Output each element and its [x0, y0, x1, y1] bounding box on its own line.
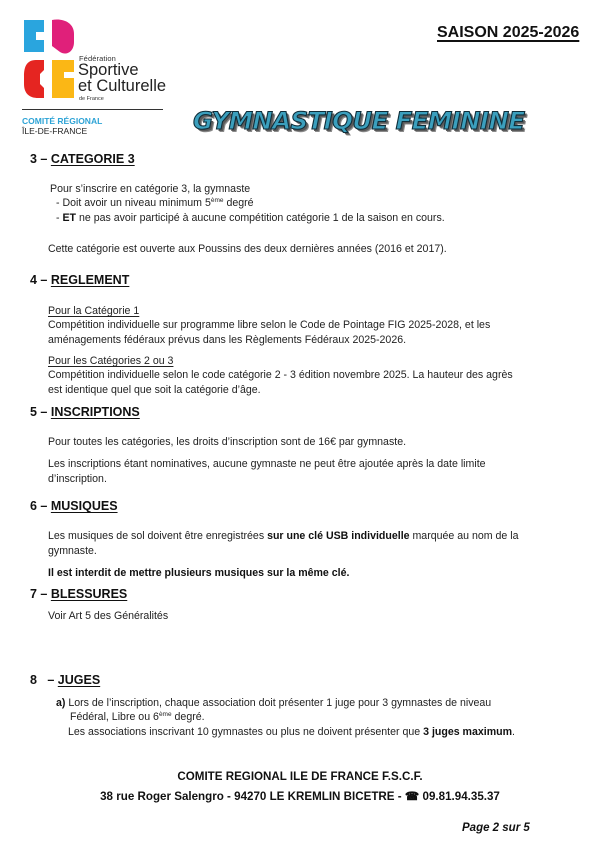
fscf-logo [22, 18, 172, 108]
section-3-item-1 [56, 196, 254, 211]
section-4-sub2-line1: Compétition individuelle selon le code catégorie 2 - 3 édition novembre 2025. La hauteur des agrès [48, 369, 513, 381]
section-5-line1: Pour toutes les catégories, les droits d’inscription sont de 16€ par gymnaste. [48, 436, 407, 448]
text: Les musiques de sol doivent être enregistrées [48, 530, 268, 542]
season-heading: SAISON 2025-2026 [437, 24, 580, 41]
text: degré. [171, 711, 205, 723]
section-3-item-2 [56, 211, 445, 226]
section-3-heading [30, 152, 135, 166]
text: . [512, 726, 515, 738]
ordinal-suffix: ème [158, 711, 172, 718]
section-3-intro: Pour s’inscrire en catégorie 3, la gymnaste [50, 183, 251, 195]
item-text: degré [223, 197, 254, 209]
warning-text: Il est interdit de mettre plusieurs musiques sur la même clé. [48, 567, 350, 579]
region-label: ÎLE-DE-FRANCE [22, 126, 88, 136]
phone-number: 09.81.94.35.37 [419, 790, 500, 803]
logo-blue-f-shape [24, 20, 44, 52]
section-title: INSCRIPTIONS [50, 405, 140, 419]
logo-divider [22, 109, 163, 110]
section-number: 4 – [30, 273, 51, 287]
section-number: 8 – [30, 673, 58, 687]
item-bold: ET [62, 212, 77, 224]
section-4-subtitle-2: Pour les Catégories 2 ou 3 [48, 355, 174, 367]
fscf-logo-icon [22, 18, 76, 100]
text: Les associations inscrivant 10 gymnastes ou plus ne doivent présenter que [68, 726, 424, 738]
section-3-note: Cette catégorie est ouverte aux Poussins des deux dernières années (2016 et 2017). [48, 243, 447, 255]
section-title: BLESSURES [50, 587, 128, 601]
address-text: 38 rue Roger Salengro - 94270 LE KREMLIN BICETRE - [100, 790, 405, 803]
section-title: CATEGORIE 3 [50, 152, 135, 166]
section-6-warning [48, 566, 349, 581]
logo-red-c-shape [24, 60, 44, 98]
telephone-icon: ☎ [404, 790, 420, 803]
bold-text: sur une clé USB individuelle [267, 530, 410, 542]
logo-yellow-f-shape [52, 60, 74, 98]
section-5-line2: Les inscriptions étant nominatives, aucune gymnaste ne peut être ajoutée après la date limite [48, 458, 486, 470]
section-6-line2: gymnaste. [48, 545, 97, 557]
text: Lors de l’inscription, chaque association doit présenter 1 juge pour 3 gymnastes de niveau [65, 697, 492, 709]
section-7-line1: Voir Art 5 des Généralités [48, 610, 169, 622]
text: Fédéral, Libre ou 6 [70, 711, 159, 723]
section-5-line3: d’inscription. [48, 473, 107, 485]
section-7-heading [30, 587, 127, 601]
ordinal-suffix: ème [210, 197, 224, 204]
section-8-heading [30, 673, 100, 687]
page-number: Page 2 sur 5 [462, 822, 530, 834]
section-4-heading [30, 273, 129, 287]
section-5-heading [30, 405, 140, 419]
list-label: a) [56, 697, 66, 709]
section-title: JUGES [57, 673, 101, 687]
section-number: 5 – [30, 405, 51, 419]
section-6-heading [30, 499, 118, 513]
logo-federation-line2: et Culturelle [78, 77, 167, 95]
item-text: ne pas avoir participé à aucune compétition catégorie 1 de la saison en cours. [76, 212, 445, 224]
section-title: REGLEMENT [50, 273, 130, 287]
item-dash: - [56, 212, 63, 224]
bold-text: 3 juges maximum [423, 726, 513, 738]
section-4-sub1-line1: Compétition individuelle sur programme libre selon le Code de Pointage FIG 2025-2028, et les [48, 319, 491, 331]
section-6-line1 [48, 529, 518, 544]
section-number: 6 – [30, 499, 51, 513]
footer-address [0, 789, 600, 803]
section-8-a-line2 [70, 710, 205, 725]
comite-regional-label: COMITÉ RÉGIONAL [22, 116, 103, 126]
logo-magenta-s-shape [52, 20, 74, 54]
section-8-a-line3 [68, 725, 515, 740]
section-4-sub1-line2: aménagements fédéraux prévus dans les Règlements Fédéraux 2025-2026. [48, 334, 407, 346]
section-number: 7 – [30, 587, 51, 601]
logo-federation-line1: Sportive [78, 61, 139, 79]
section-number: 3 – [30, 152, 51, 166]
footer-organization: COMITE REGIONAL ILE DE FRANCE F.S.C.F. [177, 770, 423, 783]
item-text: - Doit avoir un niveau minimum 5 [56, 197, 211, 209]
document-title: GYMNASTIQUE FEMININE [193, 107, 525, 135]
section-title: MUSIQUES [50, 499, 118, 513]
text: marquée au nom de la [409, 530, 519, 542]
section-8-a-line1 [56, 696, 491, 711]
section-4-sub2-line2: est identique quel que soit la catégorie d’âge. [48, 384, 261, 396]
section-4-subtitle-1: Pour la Catégorie 1 [48, 305, 140, 317]
logo-federation-small: Fédération [79, 54, 116, 63]
logo-federation-tiny: de France [79, 96, 104, 102]
